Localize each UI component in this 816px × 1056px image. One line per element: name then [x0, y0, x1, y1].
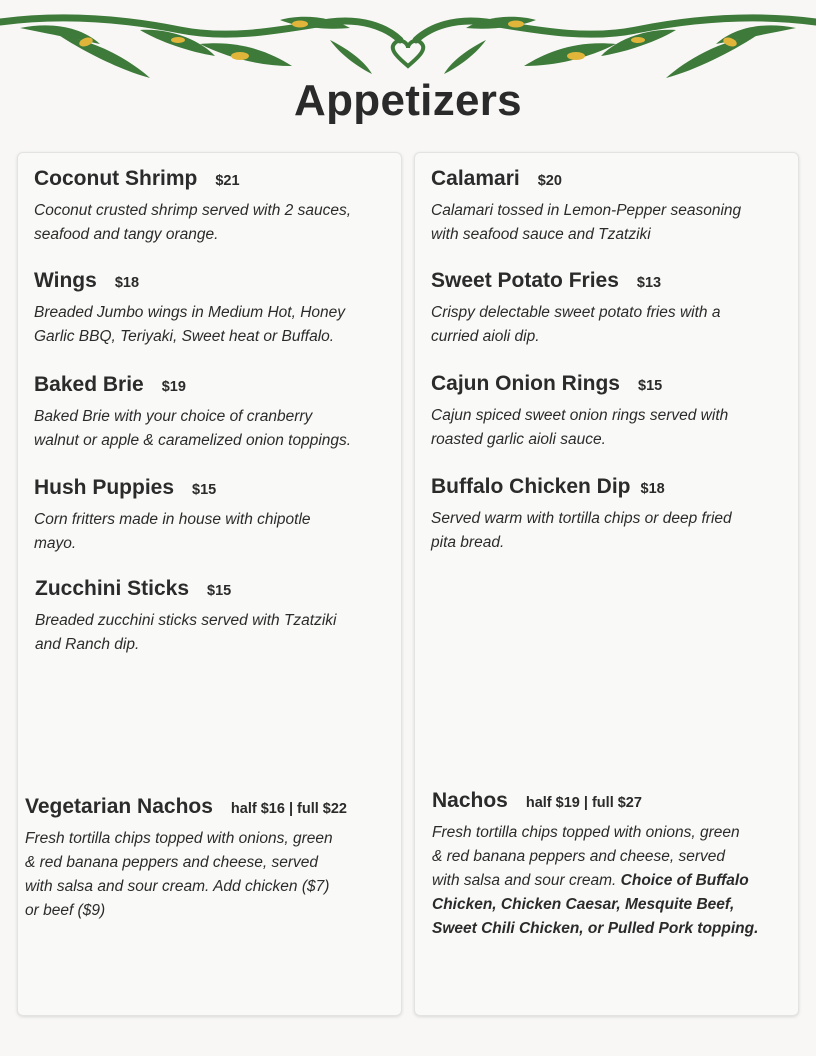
menu-item: [34, 269, 345, 349]
item-name: Calamari: [431, 167, 520, 190]
item-price: $15: [207, 583, 232, 599]
item-price: $18: [114, 275, 140, 291]
item-price: $18: [640, 481, 665, 497]
item-description: Corn fritters made in house with chipotle mayo.: [34, 511, 311, 552]
item-description: Fresh tortilla chips topped with onions, green & red banana peppers and cheese, served with salsa and sour cream. Add chicken ($7) or beef ($9): [25, 830, 333, 919]
item-name: Coconut Shrimp: [34, 167, 198, 190]
item-description: Fresh tortilla chips topped with onions, green & red banana peppers and cheese, served with salsa and sour cream. Choice of Buffalo Chicken, Chicken Caesar, Mesquite Beef, Sweet Chili Chicken, or Pulled Pork topping.: [432, 824, 759, 937]
item-description: Calamari tossed in Lemon-Pepper seasoning with seafood sauce and Tzatziki: [431, 202, 742, 243]
item-description: Breaded Jumbo wings in Medium Hot, Honey Garlic BBQ, Teriyaki, Sweet heat or Buffalo.: [34, 304, 346, 345]
item-name: Vegetarian Nachos: [25, 795, 213, 818]
item-description: Cajun spiced sweet onion rings served with roasted garlic aioli sauce.: [431, 407, 729, 448]
item-price: $15: [638, 378, 663, 394]
item-description: Baked Brie with your choice of cranberry walnut or apple & caramelized onion toppings.: [34, 408, 352, 449]
item-description: Breaded zucchini sticks served with Tzatziki and Ranch dip.: [35, 612, 337, 653]
menu-item: [432, 789, 758, 941]
item-price: half $16 | full $22: [230, 801, 347, 817]
item-price: $13: [636, 275, 662, 291]
menu-item: [34, 476, 311, 556]
item-name: Wings: [34, 269, 97, 292]
item-name: Hush Puppies: [34, 476, 175, 499]
menu-item: [34, 373, 351, 453]
item-description: Coconut crusted shrimp served with 2 sauces, seafood and tangy orange.: [34, 202, 352, 243]
item-name: Baked Brie: [34, 373, 144, 396]
menu-item: [431, 167, 741, 247]
menu-item: [35, 577, 337, 657]
item-price: $19: [161, 379, 186, 395]
menu-item: [431, 475, 732, 555]
vine-border-ornament: [0, 0, 816, 85]
item-name: Buffalo Chicken Dip: [431, 475, 631, 498]
item-price: half $19 | full $27: [525, 795, 642, 811]
menu-item: [431, 372, 728, 452]
item-description: Crispy delectable sweet potato fries with a curried aioli dip.: [431, 304, 721, 345]
item-price: $15: [192, 482, 217, 498]
item-name: Sweet Potato Fries: [431, 269, 619, 292]
item-name: Cajun Onion Rings: [431, 372, 620, 395]
page-title: Appetizers: [294, 76, 522, 125]
menu-item: [431, 269, 720, 349]
item-price: $21: [215, 173, 240, 189]
item-name: Zucchini Sticks: [35, 577, 190, 600]
menu-card-right: [414, 152, 799, 1016]
item-name: Nachos: [432, 789, 508, 812]
menu-card-left: [17, 152, 402, 1016]
menu-item: [25, 795, 347, 923]
item-description: Served warm with tortilla chips or deep fried pita bread.: [431, 510, 732, 551]
menu-item: [34, 167, 351, 247]
item-price: $20: [537, 173, 562, 189]
